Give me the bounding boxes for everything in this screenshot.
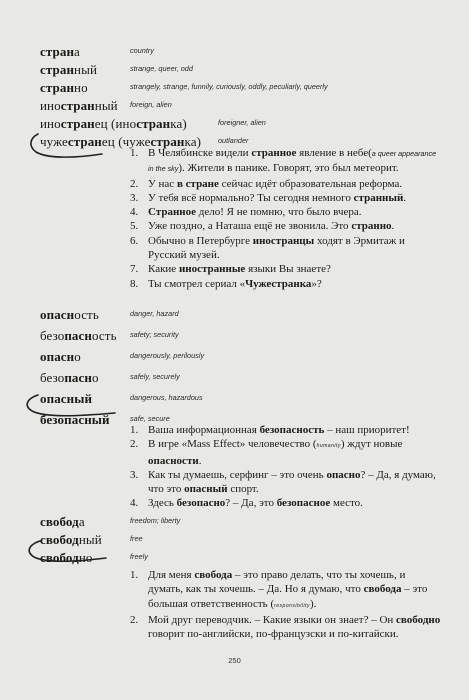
exercise-list-strana (130, 146, 442, 291)
sentence-item: 2. Мой друг переводчик. – Какие языки он знает? – Он свободно говорит по-английски, по-французски и по-китайски. (130, 613, 441, 641)
vocab-word: безопасный (40, 412, 110, 427)
vocab-word: страна (40, 44, 80, 59)
sentence-item: 7. Какие иностранные языки Вы знаете? (130, 263, 331, 276)
vocab-gloss: free (130, 534, 143, 543)
vocab-word: опасно (40, 349, 81, 364)
vocab-gloss: strange, queer, odd (130, 64, 193, 73)
vocab-word: свободно (40, 550, 93, 565)
vocab-gloss: foreigner, alien (218, 118, 266, 127)
sentence-item: 4. Странное дело! Я не помню, что было вчера. (130, 206, 362, 219)
vocab-gloss: freely (130, 552, 148, 561)
vocab-gloss: country (130, 46, 154, 55)
vocab-row (40, 115, 266, 133)
vocab-list-svoboda (40, 513, 181, 567)
vocab-word: странный (40, 62, 97, 77)
vocab-word: свобода (40, 514, 85, 529)
sentence-item: 1. Для меня свобода – это право делать, что ты хочешь, и думать, как ты хочешь. – Да. Но я думаю, что свобода – это большая ответственность (responsibility). (130, 569, 428, 610)
vocab-row (40, 411, 170, 432)
vocab-word: иностранный (40, 98, 118, 113)
vocab-row (40, 348, 205, 369)
vocab-row (40, 61, 201, 79)
vocab-word: чужестранец (чужестранка) (40, 134, 202, 149)
sentence-item: 1. В Челябинске видели странное явление в небе(a queer appearance in the sky). Жители в панике. Говорят, это был метеорит. (130, 147, 437, 175)
vocab-gloss: safe, secure (130, 414, 170, 423)
vocab-word: опасный (40, 391, 93, 406)
vocab-gloss: safety; security (130, 330, 179, 339)
vocab-gloss: strangely, strange, funnily, curiously, oddly, peculiarly, queerly (130, 82, 328, 91)
vocab-list-opasnost (40, 306, 205, 432)
vocab-gloss: danger, hazard (130, 309, 179, 318)
vocab-word: свободный (40, 532, 102, 547)
sentence-item: 5. Уже поздно, а Наташа ещё не звонила. Это странно. (130, 220, 395, 233)
vocab-list-strana (40, 43, 328, 151)
vocab-word: безопасно (40, 370, 99, 385)
vocab-row (40, 306, 179, 327)
sentence-item: 2. В игре «Mass Effect» человечество (humanity) ждут новые опасности. (130, 438, 403, 467)
sentence-item: 2. У нас в стране сейчас идёт образовательная реформа. (130, 177, 403, 190)
vocab-word: безопасность (40, 328, 117, 343)
sentence-item: 3. У тебя всё нормально? Ты сегодня немного странный. (130, 191, 407, 204)
vocab-gloss: foreign, alien (130, 100, 172, 109)
vocab-gloss: safely, securely (130, 372, 180, 381)
sentence-item: 8. Ты смотрел сериал «Чужестранка»? (130, 277, 322, 290)
vocab-word: странно (40, 80, 88, 95)
vocab-row (40, 390, 203, 411)
vocab-gloss: freedom; liberty (130, 516, 181, 525)
vocab-row (40, 97, 201, 115)
vocab-row (40, 43, 201, 61)
vocab-gloss: dangerously, perilously (130, 351, 205, 360)
exercise-list-opasnost (130, 423, 442, 511)
page-number: 250 (228, 656, 241, 665)
sentence-item: 6. Обычно в Петербурге иностранцы ходят в Эрмитаж и Русский музей. (130, 234, 405, 262)
vocab-row (40, 79, 328, 97)
vocab-gloss: outlander (218, 136, 249, 145)
vocab-row (40, 531, 143, 549)
exercise-list-svoboda (130, 568, 442, 641)
vocab-row (40, 549, 148, 567)
vocab-row (40, 327, 179, 348)
vocab-gloss: dangerous, hazardous (130, 393, 203, 402)
vocab-row (40, 369, 180, 390)
sentence-item: 4. Здесь безопасно? – Да, это безопасное место. (130, 497, 363, 510)
sentence-item: 3. Как ты думаешь, серфинг – это очень опасно? – Да, я думаю, что это опасный спорт. (130, 468, 436, 496)
vocab-row (40, 513, 181, 531)
vocab-word: иностранец (иностранка) (40, 116, 187, 131)
vocab-word: опасность (40, 307, 99, 322)
sentence-item: 1. Ваша информационная безопасность – наш приоритет! (130, 424, 410, 436)
